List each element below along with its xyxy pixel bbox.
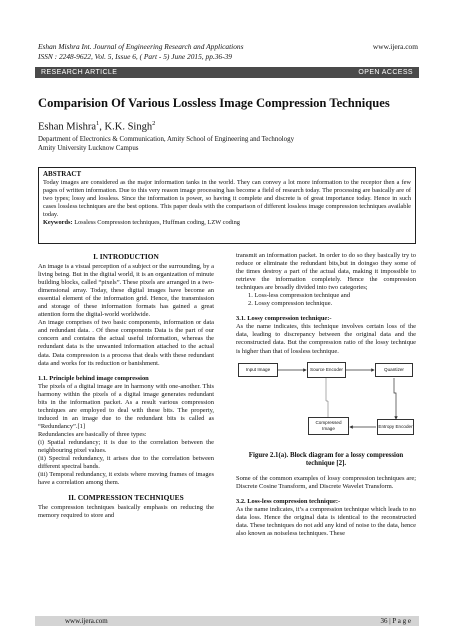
author-1-affil-mark: 1 (96, 120, 100, 127)
header-website: www.ijera.com (372, 42, 418, 51)
footer-website: www.ijera.com (65, 617, 108, 625)
list-item-lossy: 2. Lossy compression technique. (248, 300, 333, 308)
right-column (236, 252, 416, 538)
lossy-examples-paragraph: Some of the common examples of lossy compression techniques are; Discrete Cosine Transform, and Discrete Wavelet Transform. (236, 474, 416, 490)
list-item-lossless: 1. Loss-less compression technique and (248, 292, 351, 300)
section-1-heading: I. INTRODUCTION (93, 252, 159, 261)
intro-paragraph-2: An image comprises of two basic components, information or data and redundant data. . Of these components Data is the part of our concern and contains the actual useful information, whereas the redundant data is the unwanted information attached to the actual data. Data compression is a process that deals with these redundant data and works for its reduction or banishment. (38, 319, 214, 367)
subsection-1-1-heading: 1.1. Principle behind image compression (38, 374, 149, 382)
figure-caption: Figure 2.1(a). Block diagram for a lossy compression technique [2]. (248, 451, 404, 468)
affiliation-line-1: Department of Electronics & Communication, Amity School of Engineering and Technology (38, 136, 295, 143)
redundancy-temporal: (iii) Temporal redundancy, it exists where moving frames of images have a correlation among them. (38, 471, 214, 487)
affiliation (38, 135, 294, 153)
journal-line-1: Eshan Mishra Int. Journal of Engineering Research and Applications (38, 42, 244, 51)
compressed-image-block: Compressed Image (308, 417, 349, 435)
authors (38, 120, 155, 133)
author-2: K.K. Singh (104, 121, 153, 133)
abstract-heading: ABSTRACT (43, 170, 82, 178)
author-1: Eshan Mishra (38, 121, 97, 133)
left-column (38, 252, 214, 520)
abstract-text: Today images are considered as the major information tanks in the world. They can convey a lot more information to the receptor then a few pages of written information. Due to this very reason image processing has become a field of research today. The processing are basically are of two types; lossy and lossless. Since the information is power, so having it complete and discrete is of great importance today. Hence in such cases lossless techniques are the best options. This paper deals with the comparison of different lossless image compression techniques available today. (43, 179, 411, 219)
principle-paragraph: The pixels of a digital image are in harmony with one-another. This harmony within the pixels of a digital image generates redundant bits in the information packet. As a result various compression techniques are employed to deal with these bits. The property, induced in an image due to the redundant bits is called as “Redundancy”.[1] (38, 382, 214, 430)
journal-header (38, 42, 243, 62)
banner-open-access: OPEN ACCESS (358, 68, 413, 76)
redundancy-types-intro: Redundancies are basically of three types: (38, 430, 147, 438)
redundancy-spatial: (i) Spatial redundancy; it is due to the correlation between the neighbouring pixel values. (38, 438, 214, 455)
section-2-heading: II. COMPRESSION TECHNIQUES (68, 493, 184, 503)
subsection-3-1-heading: 3.1. Lossy compression technique:- (236, 315, 332, 323)
lossy-paragraph: As the name indicates, this technique involves certain loss of the data, leading to discrepancy between the original data and the reconstructed data. But the compression ratio of the lossy technique is higher than that of lossless technique. (236, 323, 416, 355)
input-image-block: Input Image (238, 363, 278, 377)
lossless-paragraph: As the name indicates, it’s a compression technique which leads to no data loss. Hence the original data is identical to the reconstructed data. These techniques do not add any kind of noise to the data, hence also known as noiseless techniques. These (236, 505, 416, 537)
keywords-label: Keywords: (43, 219, 73, 227)
abstract-box (38, 167, 416, 244)
quantizer-block: Quantizer (375, 363, 413, 377)
banner-research-article: RESEARCH ARTICLE (41, 68, 118, 76)
source-encoder-block: Source Encoder (307, 362, 346, 378)
connector-source-to-compressed (326, 378, 328, 417)
footer-page-number: 36 | P a g e (380, 617, 411, 625)
right-paragraph-1: transmit an information packet. In order to do so they basically try to reduce or eliminate the redundant bits,but in doingso they some of the times destroy a part of the actual data, making it impossible to retrieve the information completely. Hence the compression techniques are broadly divided into two categories; (236, 252, 416, 292)
keywords-text: Lossless Compression techniques, Huffman coding, LZW coding (72, 219, 240, 227)
page-footer (35, 616, 419, 626)
entropy-encoder-block: Entropy Encoder (377, 419, 414, 435)
journal-line-2: ISSN : 2248-9622, Vol. 5, Issue 6, ( Part - 5) June 2015, pp.36-39 (38, 52, 232, 61)
intro-paragraph-1: An image is a visual perception of a subject or the surrounding, by a living being. But in the digital world, it is an organization of minute building blocks, called “pixels”. These pixels are arranged in a two-dimensional array. Today, these digital images have become an essential element of the information grid. Hence, the transmission and storage of these information formats has gained a great attention form the digital-world worldwide. (38, 263, 214, 319)
paper-title: Comparision Of Various Lossless Image Compression Techniques (38, 96, 390, 110)
author-2-affil-mark: 2 (152, 120, 156, 127)
affiliation-line-2: Amity University Lucknow Campus (38, 145, 139, 152)
article-type-banner (35, 67, 419, 78)
lossy-block-diagram (236, 361, 416, 449)
compression-paragraph: The compression techniques basically emphasis on reducing the memory required to store and (38, 504, 214, 520)
author-separator: , (99, 121, 105, 133)
redundancy-spectral: (ii) Spectral redundancy, it arises due to the correlation between different spectral bands. (38, 455, 214, 471)
subsection-3-2-heading: 3.2. Loss-less compression technique:- (236, 497, 341, 505)
arrow-quantizer-to-entropy (394, 378, 396, 419)
keywords (43, 219, 411, 227)
